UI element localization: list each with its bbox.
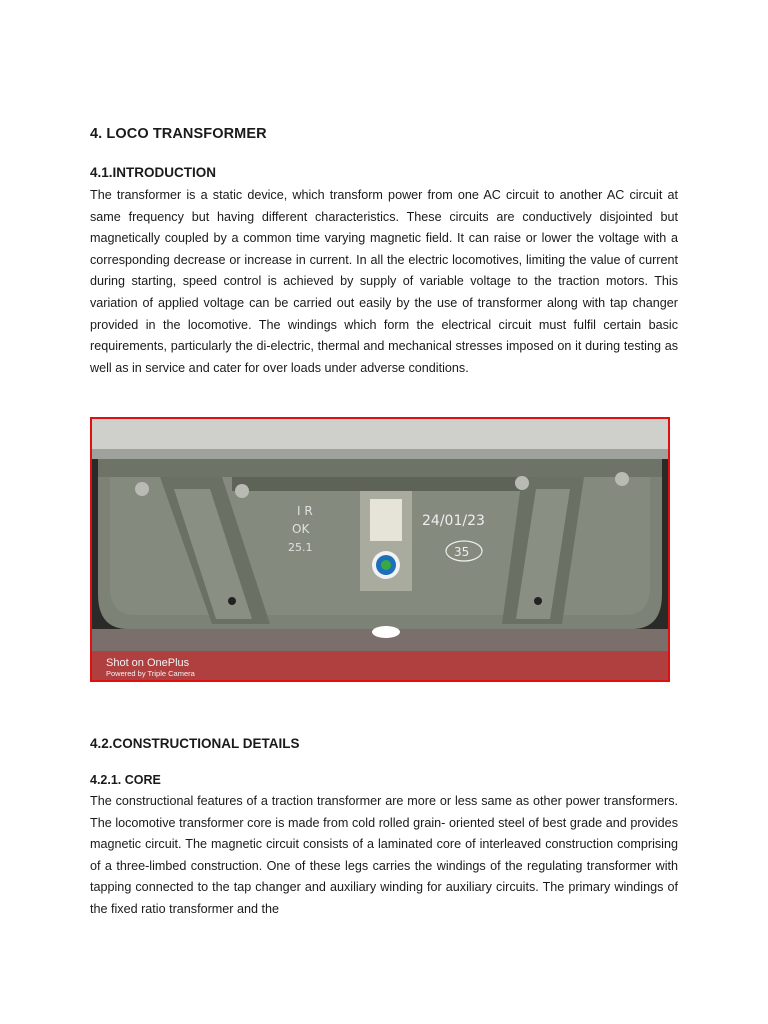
- section-heading-introduction: 4.1.INTRODUCTION: [90, 165, 217, 180]
- chalk-mark-1: I R: [297, 504, 313, 518]
- introduction-paragraph: The transformer is a static device, which transform power from one AC circuit to another AC circuit at same frequency but having different characteristics. These circuits are conductively disjointed but magnetically coupled by a common time varying magnetic field. It can raise or lower the voltage with a corresponding decrease or increase in current. In all the electric locomotives, limiting the value of current during starting, speed control is achieved by supply of variable voltage to the traction motors. This variation of applied voltage can be carried out easily by the use of transformer along with tap changer provided in the locomotive. The windings which form the electrical circuit must fulfil certain basic requirements, particularly the di-electric, thermal and mechanical stresses imposed on it during testing as well as in service and cater for over loads under adverse conditions.: [90, 188, 678, 375]
- chalk-mark-2: OK: [292, 522, 310, 536]
- transformer-photo: [90, 417, 670, 682]
- core-paragraph: The constructional features of a traction transformer are more or less same as other power transformers. The locomotive transformer core is made from cold rolled grain- oriented steel of best grade and provides magnetic circuit. The magnetic circuit consists of a laminated core of interleaved construction comprising of a three-limbed construction. One of these legs carries the windings of the regulating transformer with tapping connected to the tap changer and auxiliary winding for auxiliary circuits. The primary windings of the fixed ratio transformer and the: [90, 794, 678, 916]
- chalk-mark-3: 25.1: [288, 541, 313, 554]
- chalk-date: 24/01/23: [422, 513, 485, 529]
- watermark-line2: Powered by Triple Camera: [106, 669, 195, 678]
- chalk-number: 35: [454, 545, 470, 559]
- watermark-line1: Shot on OnePlus: [106, 657, 190, 669]
- subsection-heading-core: 4.2.1. CORE: [90, 773, 161, 787]
- section-heading-constructional: 4.2.CONSTRUCTIONAL DETAILS: [90, 736, 300, 751]
- chapter-heading: 4. LOCO TRANSFORMER: [90, 126, 267, 142]
